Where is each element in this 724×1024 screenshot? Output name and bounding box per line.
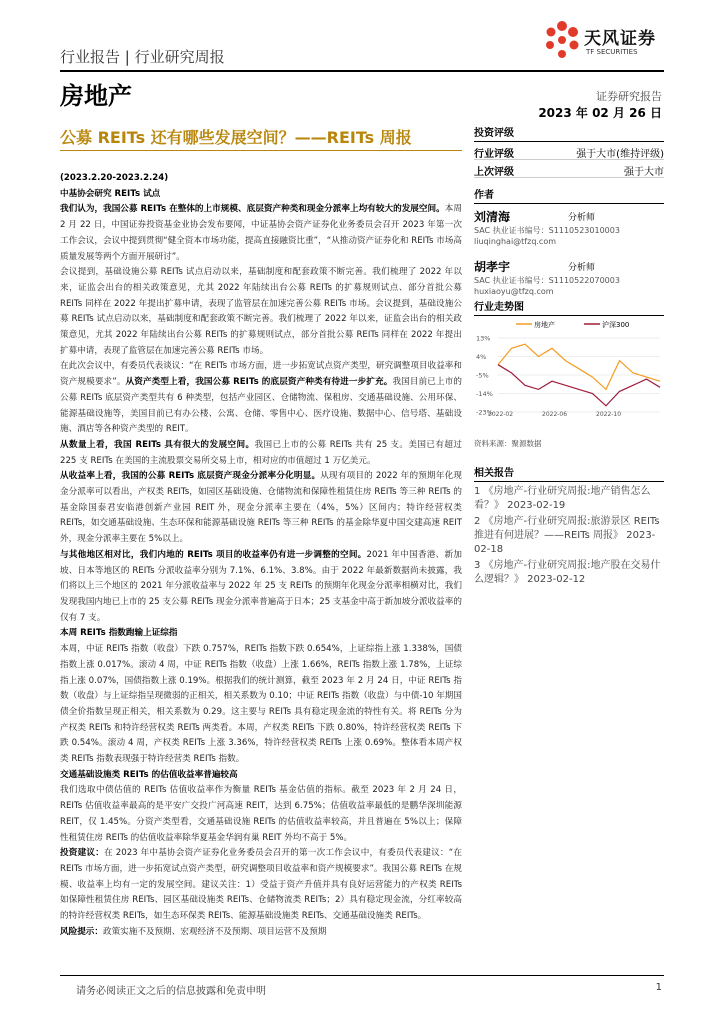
paragraph: 与其他地区相对比，我们内地的 REITs 项目的收益率仍有进一步调整的空间。2021 年中国香港、新加坡、日本等地区的 REITs 分派收益率分别为 7.1%、6.1%、3.8%。由于 2022 年最新数据尚未披露，我们将以上三个地区的 2021 年分派收益率与 2022 年 25 支 REITs 的预期年化现金分派率相横对比，我们发现我国内地已上市的 25 支公募 REITs 现金分派率普遍高于日本；25 支基金中高于新加坡分派收益率的仅有 7 支。 xyxy=(60,549,462,623)
paragraph: 我们选取中债估值的 REITs 估值收益率作为衡量 REITs 基金估值的指标。截至 2023 年 2 月 24 日，REITs 估值收益率最高的是平安广交投广河高速 REIT，达到 6.75%；估值收益率最低的是鹏华深圳能源 REIT，仅 1.45%。分资产类型看，交通基础设施 REITs 的估值收益率较高，并且普遍在 5%以上；保障性租赁住房 REITs 的估值收益率除华夏基金华润有巢 REIT 外均不高于 5%。 xyxy=(60,785,462,843)
y-tick-label: 13% xyxy=(476,334,491,343)
brand-name-en: TF SECURITIES xyxy=(586,48,638,56)
report-label: 证券研究报告 xyxy=(596,90,662,103)
page-number: 1 xyxy=(655,982,662,993)
y-tick-label: 4% xyxy=(476,353,487,361)
paragraph: 我们认为，我国公募 REITs 在整体的上市规模、底层资产种类和现金分派率上均有较大的发展空间。本周 2 月 22 日，中国证券投资基金业协会发布要闻，中证基协会资产证券化业务委员会召开 2023 年第一次工作会议，会议中提到贯彻“健全资本市场功能，提高直接融资比重”，“从推动资产证券化和 REITs 市场高质量发展等两个方面开展研讨”。 xyxy=(60,204,462,262)
paragraph: 本周，中证 REITs 指数（收盘）下跌 0.757%，REITs 指数下跌 0.654%，上证综指上涨 1.338%，国债指数上涨 0.017%。滚动 4 周，中证 REITs 指数（收盘）上涨 1.66%，REITs 指数上涨 1.78%，上证综指上涨 0.07%，国债指数上涨 0.19%。根据我们的统计测算，截至 2023 年 2 月 24 日，中证 REITs 指数（收盘）与上证综指呈现微弱的正相关，相关系数为 0.10；中证 REITs 指数（收盘）与中债-10 年期国债全价指数呈现正相关，相关系数为 0.29。这主要与 REITs 具有稳定现金流的特性有关。将 REITs 分为产权类 REITs 和特许经营权类 REITs 两类看。本周，产权类 REITs 下跌 0.80%，特许经营权类 REITs 下跌 0.54%。滚动 4 周，产权类 REITs 上涨 3.36%，特许经营权类 REITs 上涨 0.69%。整体看本周产权类 REITs 指数表现强于特许经营类 REITs 指数。 xyxy=(60,644,462,765)
related-item[interactable]: 1 《房地产-行业研究周报:地产销售怎么看？》 2023-02-19 xyxy=(474,486,651,511)
authors-panel xyxy=(474,186,664,308)
report-date: 2023 年 02 月 26 日 xyxy=(538,106,662,120)
rating-row: 行业评级 强于大市(维持评级) xyxy=(474,142,664,160)
related-heading: 相关报告 xyxy=(474,464,664,482)
trend-heading: 行业走势图 xyxy=(474,298,664,316)
trend-chart xyxy=(474,316,664,416)
paragraph: 从数量上看，我国 REITs 具有很大的发展空间。我国已上市的公募 REITs 共有 25 支。美国已有超过 225 支 REITs 在美国的主流股票交易所交易上市，相对应的市值超过 1 万亿美元。 xyxy=(60,439,462,466)
industry-title: 房地产 xyxy=(60,82,132,110)
author-card: 刘清海 分析师 SAC 执业证书编号：S1110523010003 liuqinghai@tfzq.com xyxy=(474,210,620,246)
related-item[interactable]: 3 《房地产-行业研究周报:地产股在交易什么逻辑？》 2023-02-12 xyxy=(474,560,661,585)
disclaimer: 请务必阅读正文之后的信息披露和免责申明 xyxy=(76,986,266,997)
period: (2023.2.20-2023.2.24) xyxy=(60,173,169,183)
chart-source: 资料来源：聚源数据 xyxy=(474,439,542,448)
paragraph: 投资建议：在 2023 年中基协会资产证券化业务委员会召开的第一次工作会议中，有委员代表建议：“在 REITs 市场方面，进一步拓宽试点资产类型，研究调整项目收益率和资产规模要求”。我国公募 REITs 在规模、收益率上均有一定的发展空间。建议关注：1）受益于资产升值并具有良好运营能力的产权类 REITs 如保障性租赁住房 REITs、园区基础设施类 REITs、仓储物流类 REITs；2）具有稳定现金流，分红率较高的特许经营权类 REITs，如生态环保类 REITs、能源基础设施类 REITs、交通基础设施类 REITs。 xyxy=(60,848,462,922)
section-heading-2: 本周 REITs 指数跑输上证综指 xyxy=(60,628,178,639)
paragraph: 风险提示：政策实施不及预期、宏观经济不及预期、项目运营不及预期 xyxy=(60,926,327,937)
y-tick-label: -14% xyxy=(476,390,493,398)
report-title: 公募 REITs 还有哪些发展空间？——REITs 周报 xyxy=(60,128,412,147)
brand-name: 天风证券 xyxy=(584,29,656,49)
y-tick-label: -5% xyxy=(476,371,489,380)
rating-row: 上次评级 强于大市 xyxy=(474,160,664,178)
related-item[interactable]: 2 《房地产-行业研究周报:旅游景区 REITs 推进有何进展？——REITs 周报》 2023-02-18 xyxy=(474,516,660,555)
y-tick-label: -23% xyxy=(476,408,493,416)
brand xyxy=(540,18,670,66)
section-heading-1: 中基协会研究 REITs 试点 xyxy=(60,188,161,199)
authors-heading: 作者 xyxy=(474,186,664,204)
header-divider xyxy=(60,70,664,72)
tf-logo-icon xyxy=(540,18,584,62)
paragraph: 会议提到，基础设施公募 REITs 试点启动以来，基础制度和配套政策不断完善。我们梳理了 2022 年以来，证监会出台的相关政策意见，尤其 2022 年陆续出台公募 REITs 的扩募规则试点、部分首批公募 REITs 同样在 2022 年提出扩募申请，表现了监管层在加速完善公募 REITs 市场。会议提到，基础设施公募 REITs 试点启动以来，基础制度和配套政策不断完善。我们梳理了 2022 年以来，证监会出台的相关政策意见，尤其 2022 年陆续出台公募 REITs 的扩募规则试点，部分首批公募 REITs 同样在 2022 年提出扩募申请，表现了监管层在加速完善公募 REITs 市场。 xyxy=(60,267,462,356)
x-tick-label: 2022-06 xyxy=(542,411,568,416)
trend-heading-wrap xyxy=(474,298,664,316)
rating-heading: 投资评级 xyxy=(474,124,664,142)
section-heading-3: 交通基础设施类 REITs 的估值收益率普遍较高 xyxy=(60,769,238,780)
footer-divider xyxy=(60,975,664,976)
x-tick-label: 2022-02 xyxy=(488,411,514,416)
paragraph: 在此次会议中，有委员代表谈议：“在 REITs 市场方面，进一步拓宽试点资产类型，研究调整项目收益率和资产规模要求”。从资产类型上看，我国公募 REITs 的底层资产种类有待进一步扩充。我国目前已上市的公募 REITs 底层资产类型共有 6 种类型，包括产业园区、仓储物流、保租房、交通基础设施、公用环保、能源基础设施等，美国目前已有办公楼、公寓、仓储、零售中心、医疗设施、数据中心、信号塔、基础设施、酒店等各种资产类型的 REIT。 xyxy=(60,361,462,435)
rating-panel xyxy=(474,124,664,178)
paragraph: 从收益率上看，我国的公募 REITs 底层资产现金分派率分化明显。从现有项目的 2022 年的预期年化现金分派率可以看出，产权类 REITs，如园区基础设施、仓储物流和保障性租赁住房 REITs 等三种 REITs 的基金除国泰君安临港创新产业园 REIT 外，现金分派率主要在（4%，5%）区间内；特许经营权类 REITs，如交通基础设施、生态环保和能源基础设施 REITs 等三种 REITs 的基金除华夏中国交建高速 REIT 外，现金分派率主要在 5%以上。 xyxy=(60,471,462,545)
legend-label-csi300: 沪深300 xyxy=(602,321,630,329)
report-body xyxy=(60,171,462,940)
report-type: 行业报告 | 行业研究周报 xyxy=(60,48,225,66)
legend-label-real-estate: 房地产 xyxy=(534,321,555,329)
related-panel xyxy=(474,464,664,587)
title-underline xyxy=(60,150,462,151)
x-tick-label: 2022-10 xyxy=(596,411,622,416)
series-line-csi300 xyxy=(498,365,660,406)
author-card: 胡孝宇 分析师 SAC 执业证书编号：S1110522070003 huxiaoyu@tfzq.com xyxy=(474,260,620,296)
